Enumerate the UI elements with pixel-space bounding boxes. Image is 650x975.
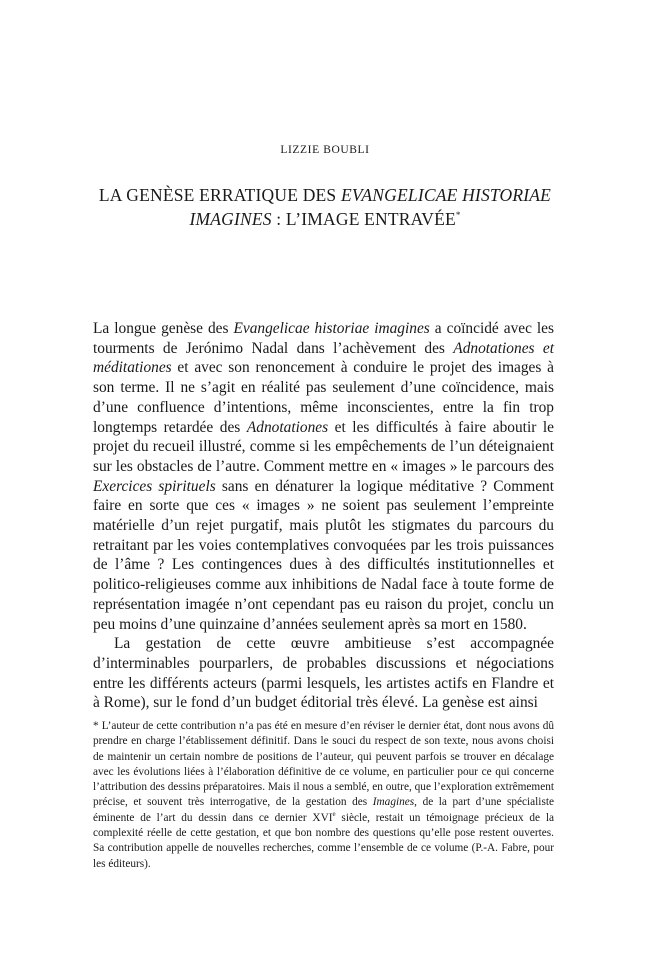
title-italic-2: IMAGINES [189, 209, 272, 229]
title-text-2: : L’IMAGE ENTRAVÉE [271, 209, 456, 229]
fn-text-2: , de la part d’une spécialiste éminente de l’art du dessin dans ce dernier XVI [93, 796, 554, 824]
footnote-marker[interactable]: * [455, 210, 461, 221]
p1-text-3: et avec son renoncement à conduire le projet des images à son terme. Il ne s’agit en réalité pas seulement d’une coïncidence, mais d’une confluence d’intentions, même inconscientes, entre la fin trop longtemps retardée des [93, 359, 554, 436]
p1-text-1: La longue genèse des [93, 320, 234, 337]
p1-text-4: et les difficultés à faire aboutir le projet du recueil illustré, comme si les empêchements de l’un déteignaient sur les obstacles de l’autre. Comment mettre en « images » le parcours des [93, 418, 555, 475]
fn-superscript: e [332, 810, 336, 819]
fn-text-1: * L’auteur de cette contribution n’a pas été en mesure d’en réviser le dernier état, dont nous avons dû prendre en charge l’établissement définitif. Dans le souci du respect de son texte, nous avons choisi de maintenir un certain nombre de positions de l’auteur, qui peuvent parfois se trouver en décalage avec les évolutions liées à l’élaboration définitive de ce volume, en particulier pour ce qui concerne l’attribution des dessins préparatoires. Mais il nous a semblé, en outre, que l’exploration extrêmement précise, et souvent très interrogative, de la gestation des [93, 720, 554, 809]
body-text [93, 319, 554, 713]
fn-text-3: siècle, restait un témoignage précieux de la complexité réelle de cette gestation, et que bon nombre des questions qu’elle pose restent ouvertes. Sa contribution appelle de nouvelles recherches, comme l’ensemble de ce volume (P.-A. Fabre, pour les éditeurs). [93, 811, 554, 870]
paragraph-1 [93, 319, 554, 634]
p1-italic-3: Adnotationes [246, 418, 329, 436]
p1-text-2: a coïncidé avec les tourments de Jerónimo Nadal dans l’achèvement des [93, 320, 555, 357]
p1-italic-1: Evangelicae historiae imagines [233, 320, 430, 337]
p1-italic-2: Adnotationes et méditationes [93, 339, 554, 377]
p1-text-5: sans en dénaturer la logique méditative ? Comment faire en sorte que ces « images » ne soient pas seulement l’empreinte matérielle d’un rejet purgatif, mais plutôt les stigmates du parcours du retraitant par les voies contemplatives convoquées par les trois puissances de l’âme ? Les contingences dues à des difficultés institutionnelles et politico-religieuses comme aux inhibitions de Nadal face à toute forme de représentation imagée n’ont cependant pas eu raison du projet, conclu un peu moins d’une quinzaine d’années seulement après sa mort en 1580. [93, 477, 555, 633]
fn-italic-1: Imagines [372, 796, 415, 809]
article-title [90, 183, 560, 231]
author-name: LIZZIE BOUBLI [280, 144, 370, 156]
title-italic-1: EVANGELICAE HISTORIAE [340, 185, 552, 205]
paragraph-2: La gestation de cette œuvre ambitieuse s’est accompagnée d’interminables pourparlers, de probables discussions et négociations entre les différents acteurs (parmi lesquels, les artistes actifs en Flandre et à Rome), sur le fond d’un budget éditorial très élevé. La genèse est ainsi [93, 635, 554, 712]
footnote-text [93, 719, 554, 872]
footnote [93, 719, 554, 872]
title-text-1: LA GENÈSE ERRATIQUE DES [98, 185, 341, 205]
p1-italic-4: Exercices spirituels [93, 477, 216, 495]
